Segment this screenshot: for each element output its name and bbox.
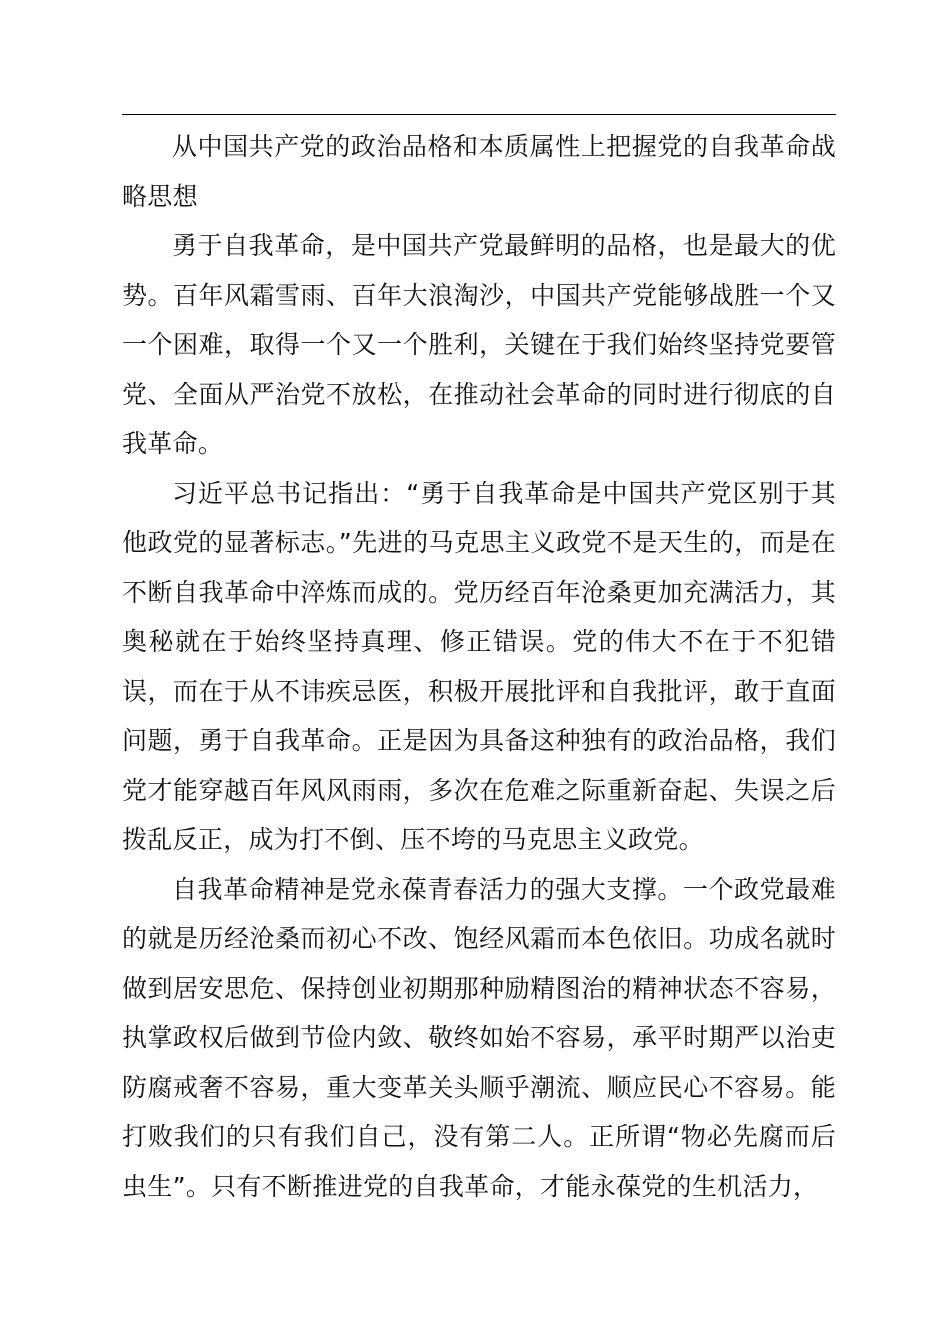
paragraph: 习近平总书记指出：“勇于自我革命是中国共产党区别于其他政党的显著标志。”先进的马克思主义政党不是天生的，而是在不断自我革命中淬炼而成的。党历经百年沧桑更加充满活力，其奥秘就在于始终坚持真理、修正错误。党的伟大不在于不犯错误，而在于从不讳疾忌医，积极开展批评和自我批评，敢于直面问题，勇于自我革命。正是因为具备这种独有的政治品格，我们党才能穿越百年风风雨雨，多次在危难之际重新奋起、失误之后拨乱反正，成为打不倒、压不垮的马克思主义政党。 xyxy=(122,478,836,854)
paragraph: 勇于自我革命，是中国共产党最鲜明的品格，也是最大的优势。百年风霜雪雨、百年大浪淘沙，中国共产党能够战胜一个又一个困难，取得一个又一个胜利，关键在于我们始终坚持党要管党、全面从严治党不放松，在推动社会革命的同时进行彻底的自我革命。 xyxy=(122,231,836,458)
document-body xyxy=(122,122,836,1211)
paragraph: 自我革命精神是党永葆青春活力的强大支撑。一个政党最难的就是历经沧桑而初心不改、饱经风霜而本色依旧。功成名就时做到居安思危、保持创业初期那种励精图治的精神状态不容易，执掌政权后做到节俭内敛、敬终如始不容易，承平时期严以治吏防腐戒奢不容易，重大变革关头顺乎潮流、顺应民心不容易。能打败我们的只有我们自己，没有第二人。正所谓“物必先腐而后虫生”。只有不断推进党的自我革命，才能永葆党的生机活力， xyxy=(122,874,836,1201)
paragraph-title: 从中国共产党的政治品格和本质属性上把握党的自我革命战略思想 xyxy=(122,132,836,211)
header-rule xyxy=(122,114,836,115)
